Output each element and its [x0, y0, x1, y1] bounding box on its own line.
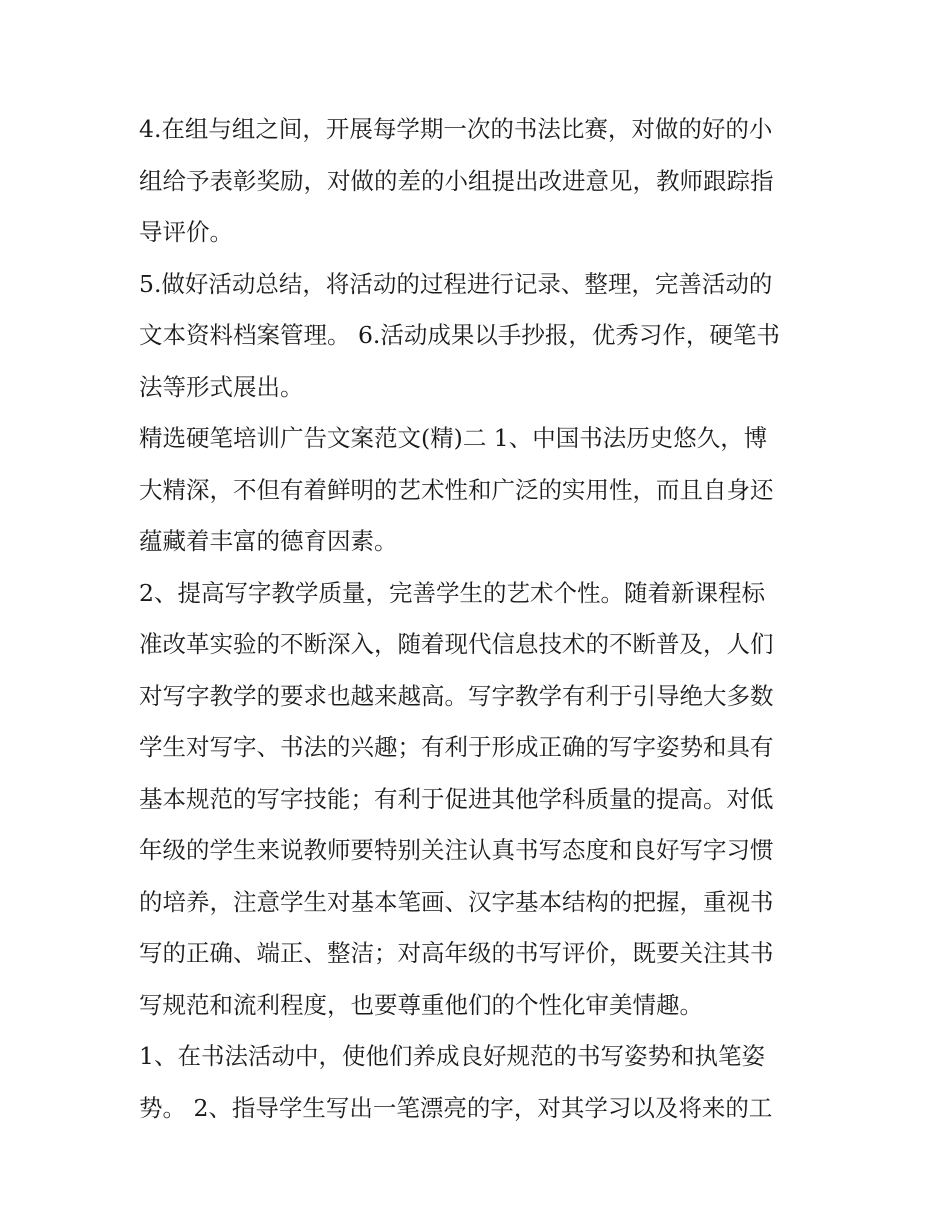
text-line: 的培养，注意学生对基本笔画、汉字基本结构的把握，重视书	[139, 887, 774, 916]
paragraph-item-1-posture	[139, 1031, 819, 1134]
text-line: 法等形式展出。	[139, 372, 304, 401]
paragraph-item-2-quality	[139, 568, 819, 1032]
document-body	[139, 104, 819, 1134]
text-line: 学生对写字、书法的兴趣；有利于形成正确的写字姿势和具有	[139, 733, 774, 761]
text-line: 5.做好活动总结，将活动的过程进行记录、整理，完善活动的	[139, 269, 773, 298]
text-line: 导评价。	[139, 218, 233, 246]
text-line: 对写字教学的要求也越来越高。写字教学有利于引导绝大多数	[139, 681, 774, 710]
paragraph-item-5	[139, 259, 819, 414]
text-line: 年级的学生来说教师要特别关注认真书写态度和良好写字习惯	[139, 836, 774, 864]
text-line: 写的正确、端正、整洁；对高年级的书写评价，既要关注其书	[139, 939, 774, 967]
text-line: 4.在组与组之间，开展每学期一次的书法比赛，对做的好的小	[139, 115, 773, 143]
text-line: 精选硬笔培训广告文案范文(精)二 1、中国书法历史悠久，博	[139, 424, 768, 452]
paragraph-section-two-intro	[139, 413, 819, 568]
text-line: 大精深，不但有着鲜明的艺术性和广泛的实用性，而且自身还	[139, 475, 774, 504]
paragraph-item-4	[139, 104, 819, 259]
text-line: 基本规范的写字技能；有利于促进其他学科质量的提高。对低	[139, 784, 774, 813]
text-line: 蕴藏着丰富的德育因素。	[139, 527, 398, 555]
text-line: 组给予表彰奖励，对做的差的小组提出改进意见，教师跟踪指	[139, 166, 774, 195]
text-line: 文本资料档案管理。 6.活动成果以手抄报，优秀习作，硬笔书	[139, 321, 780, 349]
text-line: 准改革实验的不断深入，随着现代信息技术的不断普及，人们	[139, 630, 774, 658]
text-line: 势。 2、指导学生写出一笔漂亮的字，对其学习以及将来的工	[139, 1093, 773, 1122]
text-line: 1、在书法活动中，使他们养成良好规范的书写姿势和执笔姿	[139, 1042, 765, 1070]
text-line: 写规范和流利程度，也要尊重他们的个性化审美情趣。	[139, 990, 703, 1019]
text-line: 2、提高写字教学质量，完善学生的艺术个性。随着新课程标	[139, 578, 765, 607]
